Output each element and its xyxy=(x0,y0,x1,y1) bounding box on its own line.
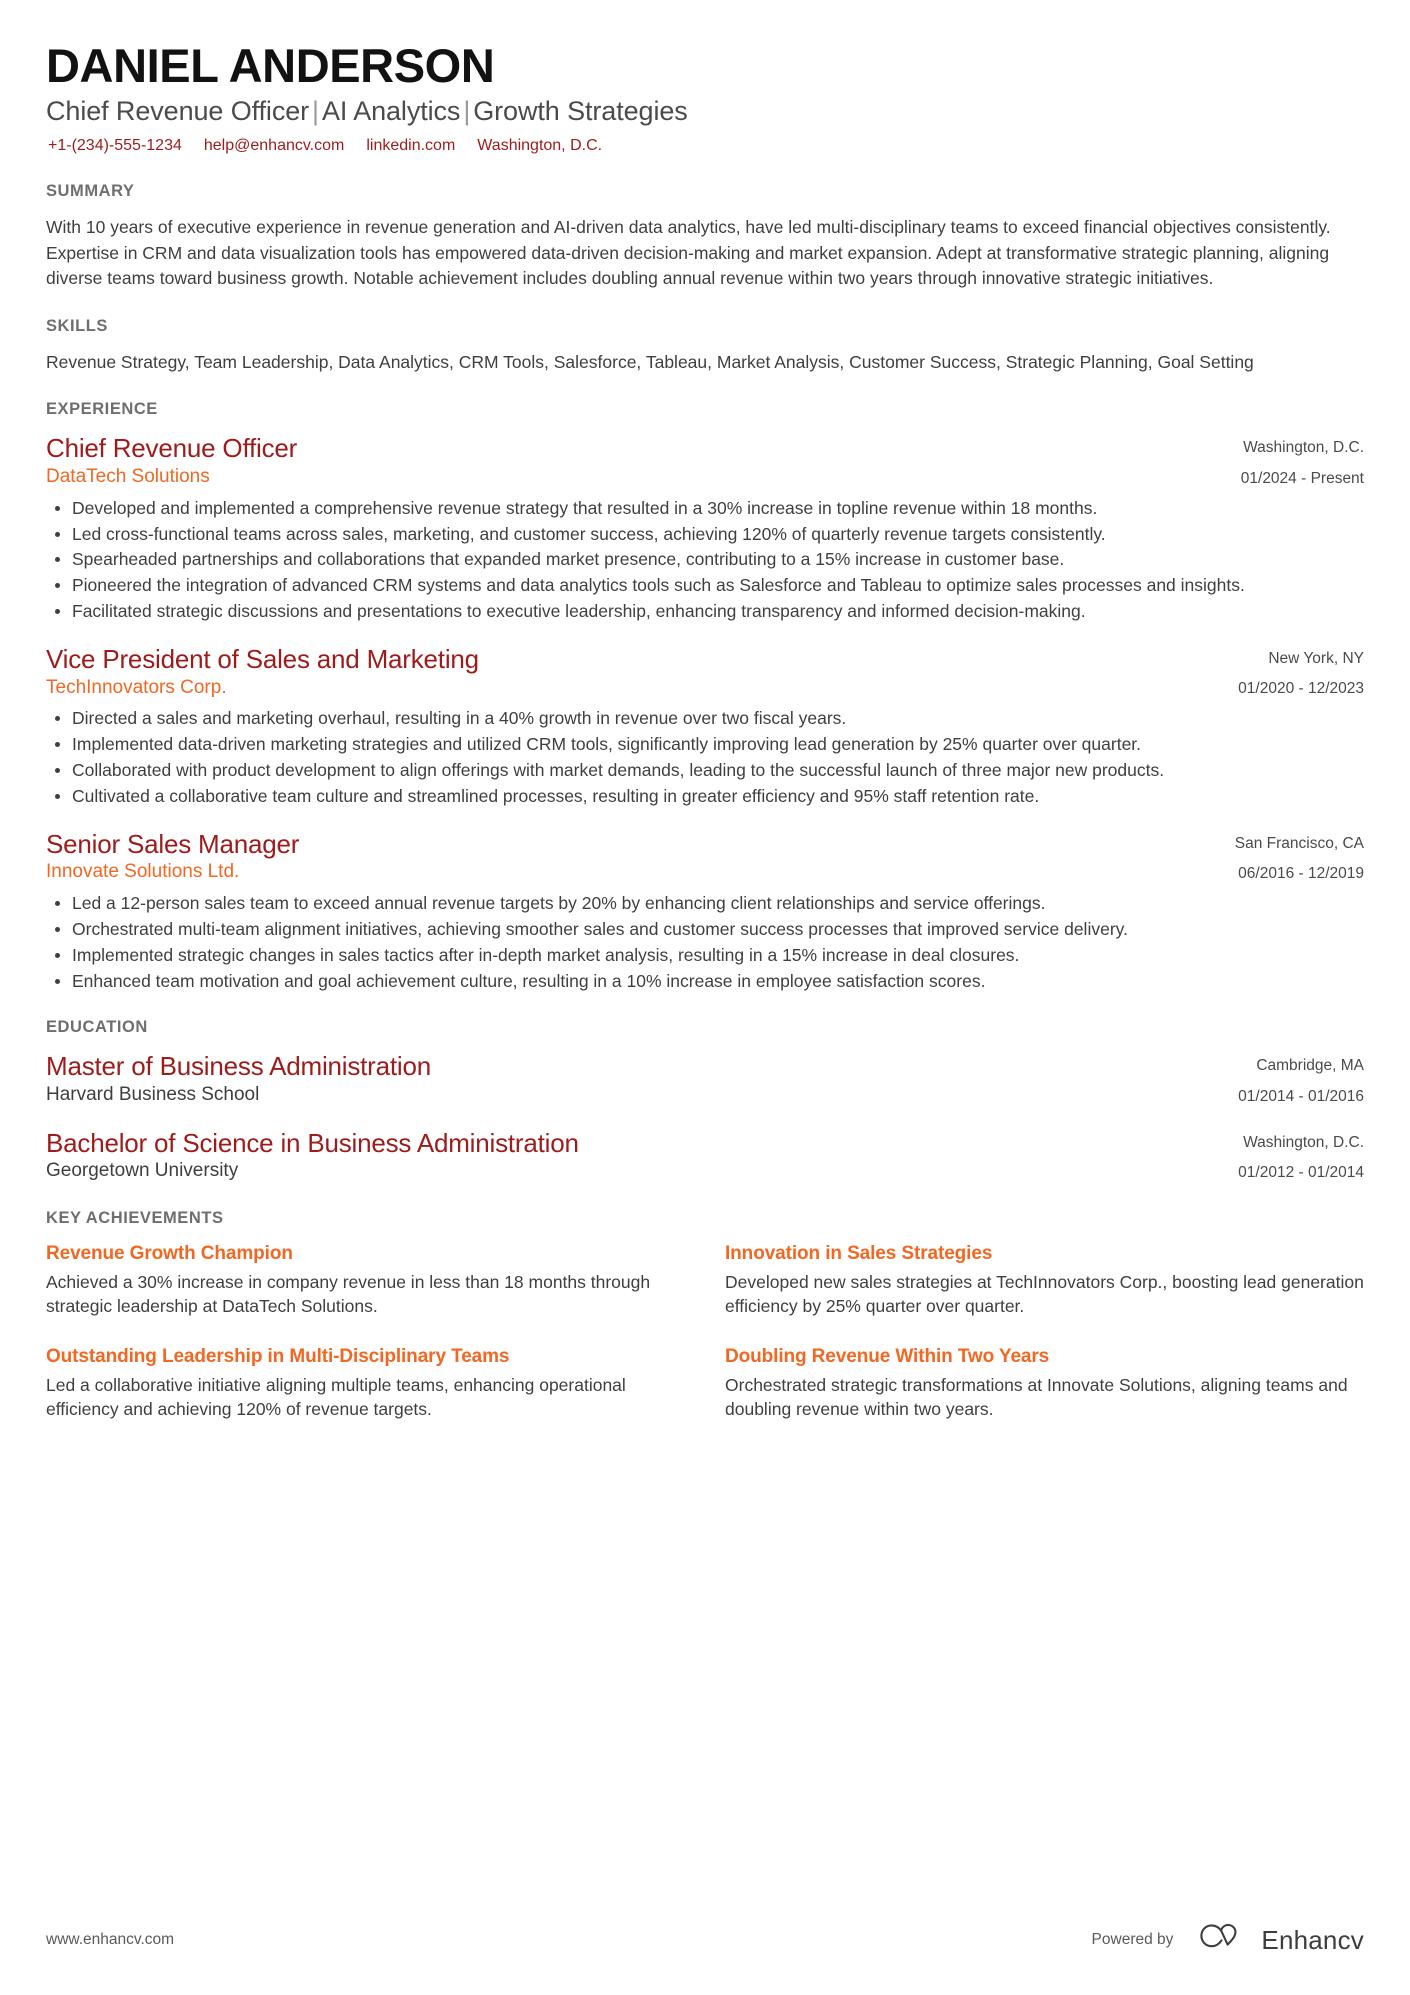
experience-entry-main xyxy=(46,644,1238,700)
experience-entry-header xyxy=(46,644,1364,700)
achievements-section-title: KEY ACHIEVEMENTS xyxy=(46,1209,224,1228)
education-entry-main xyxy=(46,1128,1238,1184)
achievements-section xyxy=(46,1209,1364,1422)
achievement-description: Led a collaborative initiative aligning multiple teams, enhancing operational efficiency and achieving 120% of revenue targets. xyxy=(46,1374,626,1420)
experience-role: Vice President of Sales and Marketing xyxy=(46,643,479,674)
achievement-title: Revenue Growth Champion xyxy=(46,1243,293,1265)
education-school: Georgetown University xyxy=(46,1160,239,1182)
experience-company: TechInnovators Corp. xyxy=(46,676,227,698)
contact-email[interactable]: help@enhancv.com xyxy=(203,137,345,155)
candidate-headline xyxy=(46,95,1364,129)
experience-role: Senior Sales Manager xyxy=(46,828,300,859)
achievement-item xyxy=(46,1242,685,1319)
experience-bullet: Pioneered the integration of advanced CRM systems and data analytics tools such as Salesforce and Tableau to optimize sales processes and insights. xyxy=(46,573,1364,598)
experience-bullet: Developed and implemented a comprehensive revenue strategy that resulted in a 30% increase in topline revenue within 18 months. xyxy=(46,496,1364,521)
education-section xyxy=(46,1018,1364,1184)
achievement-item xyxy=(725,1345,1364,1422)
skills-list: Revenue Strategy, Team Leadership, Data Analytics, CRM Tools, Salesforce, Tableau, Market Analysis, Customer Success, Strategic Planning, Goal Setting xyxy=(46,351,1254,372)
headline-part-2: AI Analytics xyxy=(321,95,461,126)
experience-bullet: Collaborated with product development to align offerings with market demands, leading to the successful launch of three major new products. xyxy=(46,758,1364,783)
experience-company: Innovate Solutions Ltd. xyxy=(46,861,240,883)
headline-separator-1: | xyxy=(312,95,319,126)
education-section-title: EDUCATION xyxy=(46,1018,148,1037)
experience-location: Washington, D.C. xyxy=(1243,439,1364,457)
experience-entry xyxy=(46,433,1364,624)
education-dates: 01/2014 - 01/2016 xyxy=(1238,1087,1364,1105)
skills-section xyxy=(46,317,1364,376)
achievement-description: Achieved a 30% increase in company revenue in less than 18 months through strategic leadership at DataTech Solutions. xyxy=(46,1271,651,1317)
experience-entry-meta xyxy=(1235,829,1364,884)
experience-dates: 06/2016 - 12/2019 xyxy=(1238,865,1364,883)
headline-separator-2: | xyxy=(463,95,471,126)
education-degree: Master of Business Administration xyxy=(46,1051,432,1082)
experience-section-title: EXPERIENCE xyxy=(46,400,158,419)
enhancv-logo-icon xyxy=(1199,1922,1249,1957)
education-location: Cambridge, MA xyxy=(1256,1057,1364,1075)
experience-bullet: Directed a sales and marketing overhaul, resulting in a 40% growth in revenue over two fiscal years. xyxy=(46,706,1364,731)
education-entry-main xyxy=(46,1051,1238,1107)
experience-entry-main xyxy=(46,433,1241,489)
experience-bullet: Implemented data-driven marketing strategies and utilized CRM tools, significantly improving lead generation by 25% quarter over quarter. xyxy=(46,732,1364,757)
education-dates: 01/2012 - 01/2014 xyxy=(1238,1164,1364,1182)
resume-header xyxy=(46,40,1364,157)
contact-linkedin[interactable]: linkedin.com xyxy=(366,137,456,155)
education-entry-header xyxy=(46,1128,1364,1184)
education-school: Harvard Business School xyxy=(46,1084,260,1106)
contact-phone: +1-(234)-555-1234 xyxy=(48,137,182,155)
experience-entry xyxy=(46,644,1364,809)
experience-entry-header xyxy=(46,829,1364,885)
experience-entry-header xyxy=(46,433,1364,489)
resume-footer xyxy=(46,1922,1364,1957)
education-entry-header xyxy=(46,1051,1364,1107)
footer-website-url[interactable]: www.enhancv.com xyxy=(46,1930,175,1948)
achievement-title: Innovation in Sales Strategies xyxy=(725,1243,993,1265)
experience-bullet: Enhanced team motivation and goal achievement culture, resulting in a 10% increase in employee satisfaction scores. xyxy=(46,969,1364,994)
experience-company: DataTech Solutions xyxy=(46,466,210,488)
achievements-grid xyxy=(46,1242,1364,1422)
powered-by-label: Powered by xyxy=(1091,1930,1174,1948)
headline-part-3: Growth Strategies xyxy=(473,95,688,126)
summary-section-title: SUMMARY xyxy=(46,182,135,201)
experience-bullet: Spearheaded partnerships and collaborations that expanded market presence, contributing to a 15% increase in customer base. xyxy=(46,547,1364,572)
enhancv-brand xyxy=(1199,1922,1364,1957)
skills-section-title: SKILLS xyxy=(46,316,108,335)
experience-role: Chief Revenue Officer xyxy=(46,433,298,464)
achievement-title: Outstanding Leadership in Multi-Disciplinary Teams xyxy=(46,1345,510,1367)
footer-branding xyxy=(1092,1922,1364,1957)
experience-dates: 01/2020 - 12/2023 xyxy=(1238,680,1364,698)
experience-entry-meta xyxy=(1238,644,1364,699)
achievement-title: Doubling Revenue Within Two Years xyxy=(725,1345,1050,1367)
summary-section xyxy=(46,182,1364,292)
experience-entry xyxy=(46,829,1364,994)
achievement-item xyxy=(46,1345,685,1422)
experience-location: San Francisco, CA xyxy=(1234,834,1364,852)
achievement-description: Developed new sales strategies at TechInnovators Corp., boosting lead generation efficiency by 25% quarter over quarter. xyxy=(725,1271,1364,1317)
summary-text: With 10 years of executive experience in revenue generation and AI-driven data analytics, have led multi-disciplinary teams to exceed financial objectives consistently. Expertise in CRM and data visualization tools has empowered data-driven decision-making and market expansion. Adept at transformative strategic planning, aligning diverse teams toward business growth. Notable achievement includes doubling annual revenue within two years through innovative strategic initiatives. xyxy=(46,217,1331,289)
education-entry-meta xyxy=(1238,1051,1364,1106)
experience-bullet: Facilitated strategic discussions and presentations to executive leadership, enhancing transparency and informed decision-making. xyxy=(46,599,1364,624)
candidate-name: DANIEL ANDERSON xyxy=(46,39,495,92)
contact-location: Washington, D.C. xyxy=(477,137,603,155)
contact-line xyxy=(48,136,1364,157)
achievement-item xyxy=(725,1242,1364,1319)
experience-bullet: Led cross-functional teams across sales, marketing, and customer success, achieving 120% of quarterly revenue targets consistently. xyxy=(46,522,1364,547)
education-degree: Bachelor of Science in Business Administration xyxy=(46,1127,579,1158)
experience-bullets xyxy=(46,706,1364,808)
experience-dates: 01/2024 - Present xyxy=(1240,469,1364,487)
education-entry xyxy=(46,1128,1364,1184)
experience-bullet: Implemented strategic changes in sales tactics after in-depth market analysis, resulting in a 15% increase in deal closures. xyxy=(46,943,1364,968)
experience-bullets xyxy=(46,891,1364,993)
experience-entry-main xyxy=(46,829,1235,885)
experience-bullet: Cultivated a collaborative team culture and streamlined processes, resulting in greater efficiency and 95% staff retention rate. xyxy=(46,784,1364,809)
experience-bullet: Led a 12-person sales team to exceed annual revenue targets by 20% by enhancing client relationships and service offerings. xyxy=(46,891,1364,916)
education-location: Washington, D.C. xyxy=(1243,1133,1364,1151)
experience-bullets xyxy=(46,496,1364,624)
achievement-description: Orchestrated strategic transformations at Innovate Solutions, aligning teams and doubling revenue within two years. xyxy=(725,1374,1348,1420)
experience-section xyxy=(46,400,1364,993)
enhancv-brand-name: Enhancv xyxy=(1261,1924,1364,1955)
headline-part-1: Chief Revenue Officer xyxy=(46,95,310,126)
education-entry-meta xyxy=(1238,1128,1364,1183)
education-entry xyxy=(46,1051,1364,1107)
experience-location: New York, NY xyxy=(1268,649,1364,667)
experience-entry-meta xyxy=(1241,433,1364,488)
experience-bullet: Orchestrated multi-team alignment initiatives, achieving smoother sales and customer success processes that improved service delivery. xyxy=(46,917,1364,942)
